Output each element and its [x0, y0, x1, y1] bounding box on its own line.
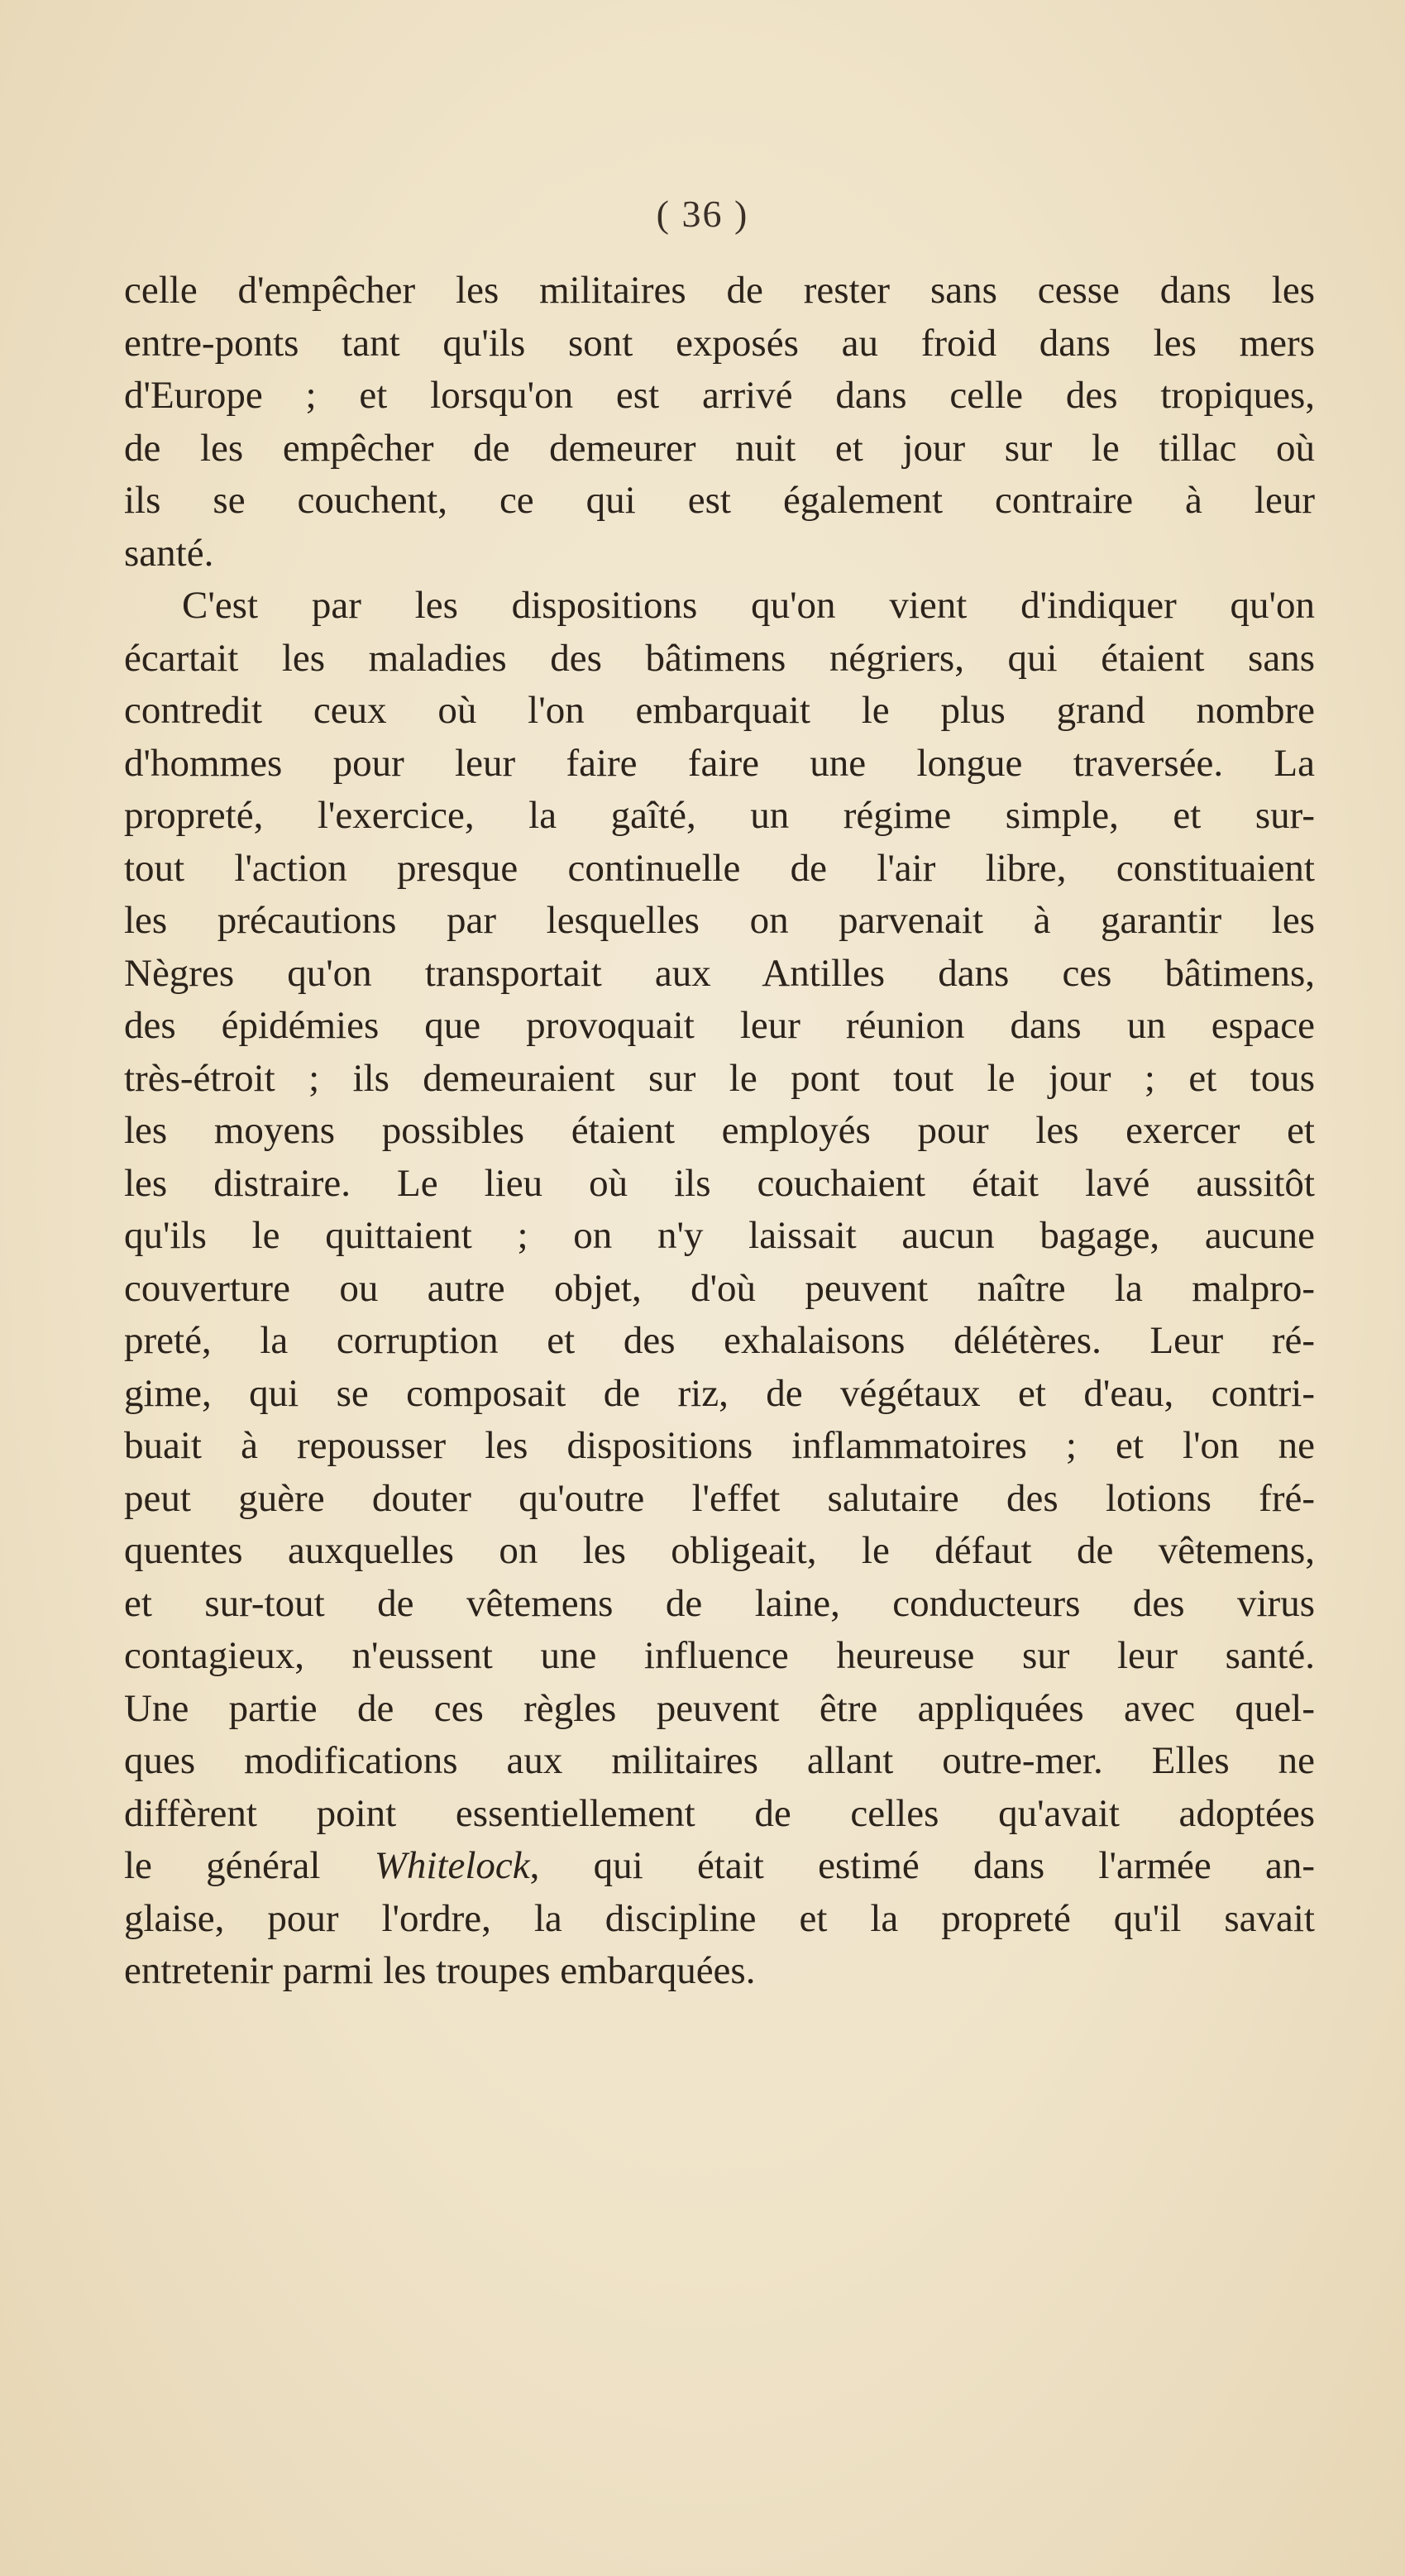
text-line: buait à repousser les dispositions inflammatoires ; et l'on ne: [124, 1424, 1315, 1467]
text-line: propreté, l'exercice, la gaîté, un régime simple, et sur-: [124, 794, 1315, 837]
text-line: et sur-tout de vêtemens de laine, conducteurs des virus: [124, 1581, 1315, 1625]
text-line: de les empêcher de demeurer nuit et jour sur le tillac où: [124, 426, 1315, 470]
text-line: contagieux, n'eussent une influence heureuse sur leur santé.: [124, 1634, 1315, 1677]
text-line: d'Europe ; et lorsqu'on est arrivé dans celle des tropiques,: [124, 374, 1315, 417]
paragraph-1: [124, 265, 1315, 580]
text-line: quentes auxquelles on les obligeait, le défaut de vêtemens,: [124, 1529, 1315, 1572]
text-line: contredit ceux où l'on embarquait le plus grand nombre: [124, 689, 1315, 732]
text-line: santé.: [124, 531, 214, 575]
text-line: couverture ou autre objet, d'où peuvent naître la malpro-: [124, 1266, 1315, 1310]
text-line: Nègres qu'on transportait aux Antilles dans ces bâtimens,: [124, 951, 1315, 995]
text-line: preté, la corruption et des exhalaisons délétères. Leur ré-: [124, 1319, 1315, 1362]
page-number: ( 36 ): [656, 193, 749, 235]
text-line: écartait les maladies des bâtimens négriers, qui étaient sans: [124, 636, 1315, 680]
text-line: les distraire. Le lieu où ils couchaient était lavé aussitôt: [124, 1161, 1315, 1205]
text-fragment: le général: [124, 1844, 375, 1887]
text-line: des épidémies que provoquait leur réunion dans un espace: [124, 1004, 1315, 1047]
text-line: entre-ponts tant qu'ils sont exposés au froid dans les mers: [124, 321, 1315, 365]
text-line: gime, qui se composait de riz, de végétaux et d'eau, contri-: [124, 1371, 1315, 1415]
text-line: d'hommes pour leur faire faire une longue traversée. La: [124, 741, 1315, 785]
text-line: très-étroit ; ils demeuraient sur le pont tout le jour ; et tous: [124, 1056, 1315, 1100]
text-line: ques modifications aux militaires allant outre-mer. Elles ne: [124, 1739, 1315, 1782]
text-line: C'est par les dispositions qu'on vient d'indiquer qu'on: [182, 584, 1315, 627]
text-line: les moyens possibles étaient employés pour les exercer et: [124, 1109, 1315, 1152]
text-line: qu'ils le quittaient ; on n'y laissait aucun bagage, aucune: [124, 1214, 1315, 1257]
text-line: Une partie de ces règles peuvent être appliquées avec quel-: [124, 1686, 1315, 1730]
text-fragment: , qui était estimé dans l'armée an-: [529, 1844, 1316, 1887]
text-line-with-italic: [124, 1840, 1315, 1893]
italic-name: Whitelock: [374, 1844, 530, 1887]
text-line: glaise, pour l'ordre, la discipline et la propreté qu'il savait: [124, 1896, 1315, 1940]
text-line: diffèrent point essentiellement de celles qu'avait adoptées: [124, 1791, 1315, 1835]
body-text: [124, 265, 1315, 1998]
text-line: ils se couchent, ce qui est également contraire à leur: [124, 479, 1315, 522]
text-line: tout l'action presque continuelle de l'air libre, constituaient: [124, 846, 1315, 890]
text-line: celle d'empêcher les militaires de rester sans cesse dans les: [124, 269, 1315, 312]
paragraph-2: [124, 580, 1315, 1998]
text-line: entretenir parmi les troupes embarquées.: [124, 1949, 756, 1992]
text-line: les précautions par lesquelles on parvenait à garantir les: [124, 899, 1315, 942]
text-line: peut guère douter qu'outre l'effet salutaire des lotions fré-: [124, 1476, 1315, 1520]
